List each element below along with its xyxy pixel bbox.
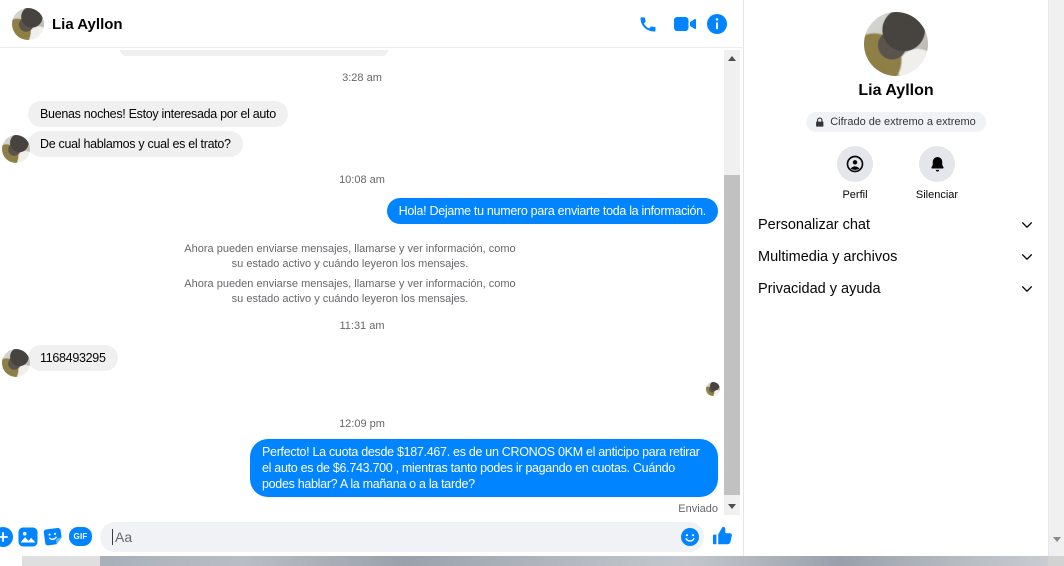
- page-scrollbar[interactable]: [1048, 0, 1064, 556]
- scroll-down-arrow-icon[interactable]: [728, 504, 736, 509]
- section-personalizar-chat[interactable]: [744, 209, 1048, 241]
- partial-message-bubble: [120, 50, 388, 56]
- section-multimedia-archivos[interactable]: [744, 241, 1048, 273]
- scroll-down-arrow-icon[interactable]: [1053, 537, 1061, 542]
- system-message-text: Ahora pueden enviarse mensajes, llamarse y ver información, como su estado activo y cuándo leyeron los mensajes.: [184, 278, 516, 305]
- chevron-down-icon: [1020, 282, 1034, 296]
- message-status: Enviado: [678, 503, 718, 515]
- text-caret: [112, 529, 113, 545]
- incoming-message[interactable]: Buenas noches! Estoy interesada por el auto: [28, 101, 288, 127]
- profile-button[interactable]: [823, 146, 887, 201]
- gif-icon[interactable]: GIF: [69, 527, 92, 546]
- chat-scrollbar-thumb[interactable]: [724, 175, 740, 495]
- timestamp: 3:28 am: [342, 72, 382, 84]
- conversation-info-sidebar: [743, 0, 1048, 556]
- phone-icon[interactable]: [638, 14, 658, 34]
- contact-name: Lia Ayllon: [52, 15, 123, 33]
- composer-bar: [0, 518, 743, 556]
- sender-avatar: [2, 135, 30, 163]
- scroll-up-arrow-icon[interactable]: [728, 56, 736, 61]
- profile-button-label: Perfil: [842, 189, 868, 201]
- message-list: [0, 48, 743, 518]
- sidebar-sections: [744, 209, 1048, 305]
- emoji-icon[interactable]: [681, 528, 699, 546]
- desktop-strip-segment: [100, 556, 1048, 566]
- conversation-user-button[interactable]: [6, 5, 129, 43]
- desktop-strip: [0, 556, 1064, 566]
- plus-icon[interactable]: [0, 527, 13, 547]
- system-message-text: Ahora pueden enviarse mensajes, llamarse y ver información, como su estado activo y cuándo leyeron los mensajes.: [184, 243, 516, 270]
- mute-button-label: Silenciar: [915, 189, 959, 201]
- profile-name: Lia Ayllon: [858, 82, 934, 99]
- timestamp: 12:09 pm: [339, 418, 385, 430]
- seen-indicator-avatar: [706, 382, 720, 396]
- section-label: Multimedia y archivos: [758, 249, 898, 265]
- desktop-strip-segment: [22, 556, 100, 566]
- mute-button[interactable]: [905, 146, 969, 201]
- profile-avatar: [864, 12, 928, 76]
- chat-scrollbar[interactable]: [724, 50, 740, 515]
- outgoing-message[interactable]: Hola! Dejame tu numero para enviarte toda la información.: [387, 198, 718, 224]
- input-placeholder: Aa: [115, 529, 133, 545]
- profile-icon: [837, 146, 873, 182]
- chevron-down-icon: [1020, 250, 1034, 264]
- message-input[interactable]: [100, 522, 704, 552]
- incoming-message[interactable]: 1168493295: [28, 345, 118, 371]
- info-icon[interactable]: [707, 14, 727, 34]
- section-label: Personalizar chat: [758, 217, 871, 233]
- desktop-strip-segment: [1048, 556, 1064, 566]
- chat-header: [0, 0, 743, 48]
- system-message: [15, 277, 685, 307]
- encryption-badge[interactable]: [806, 112, 986, 132]
- video-icon[interactable]: [673, 14, 697, 34]
- section-label: Privacidad y ayuda: [758, 281, 881, 297]
- lock-icon: [814, 117, 825, 128]
- contact-avatar: [12, 8, 44, 40]
- outgoing-message[interactable]: Perfecto! La cuota desde $187.467. es de un CRONOS 0KM el anticipo para retirar el auto es de $6.743.700 , mientras tanto podes ir pagando en cuotas. Cuándo podes hablar? A la mañana o a la tarde?: [250, 439, 718, 497]
- photo-icon[interactable]: [18, 527, 38, 547]
- sticker-icon[interactable]: [44, 527, 64, 547]
- quick-actions: [744, 146, 1048, 201]
- sender-avatar: [2, 349, 30, 377]
- chevron-down-icon: [1020, 218, 1034, 232]
- system-message: [15, 242, 685, 272]
- bell-icon: [919, 146, 955, 182]
- thumbs-up-icon[interactable]: [712, 525, 734, 547]
- timestamp: 10:08 am: [339, 174, 385, 186]
- incoming-message[interactable]: De cual hablamos y cual es el trato?: [28, 131, 243, 157]
- timestamp: 11:31 am: [339, 320, 385, 332]
- section-privacidad-ayuda[interactable]: [744, 273, 1048, 305]
- encryption-badge-label: Cifrado de extremo a extremo: [830, 116, 976, 128]
